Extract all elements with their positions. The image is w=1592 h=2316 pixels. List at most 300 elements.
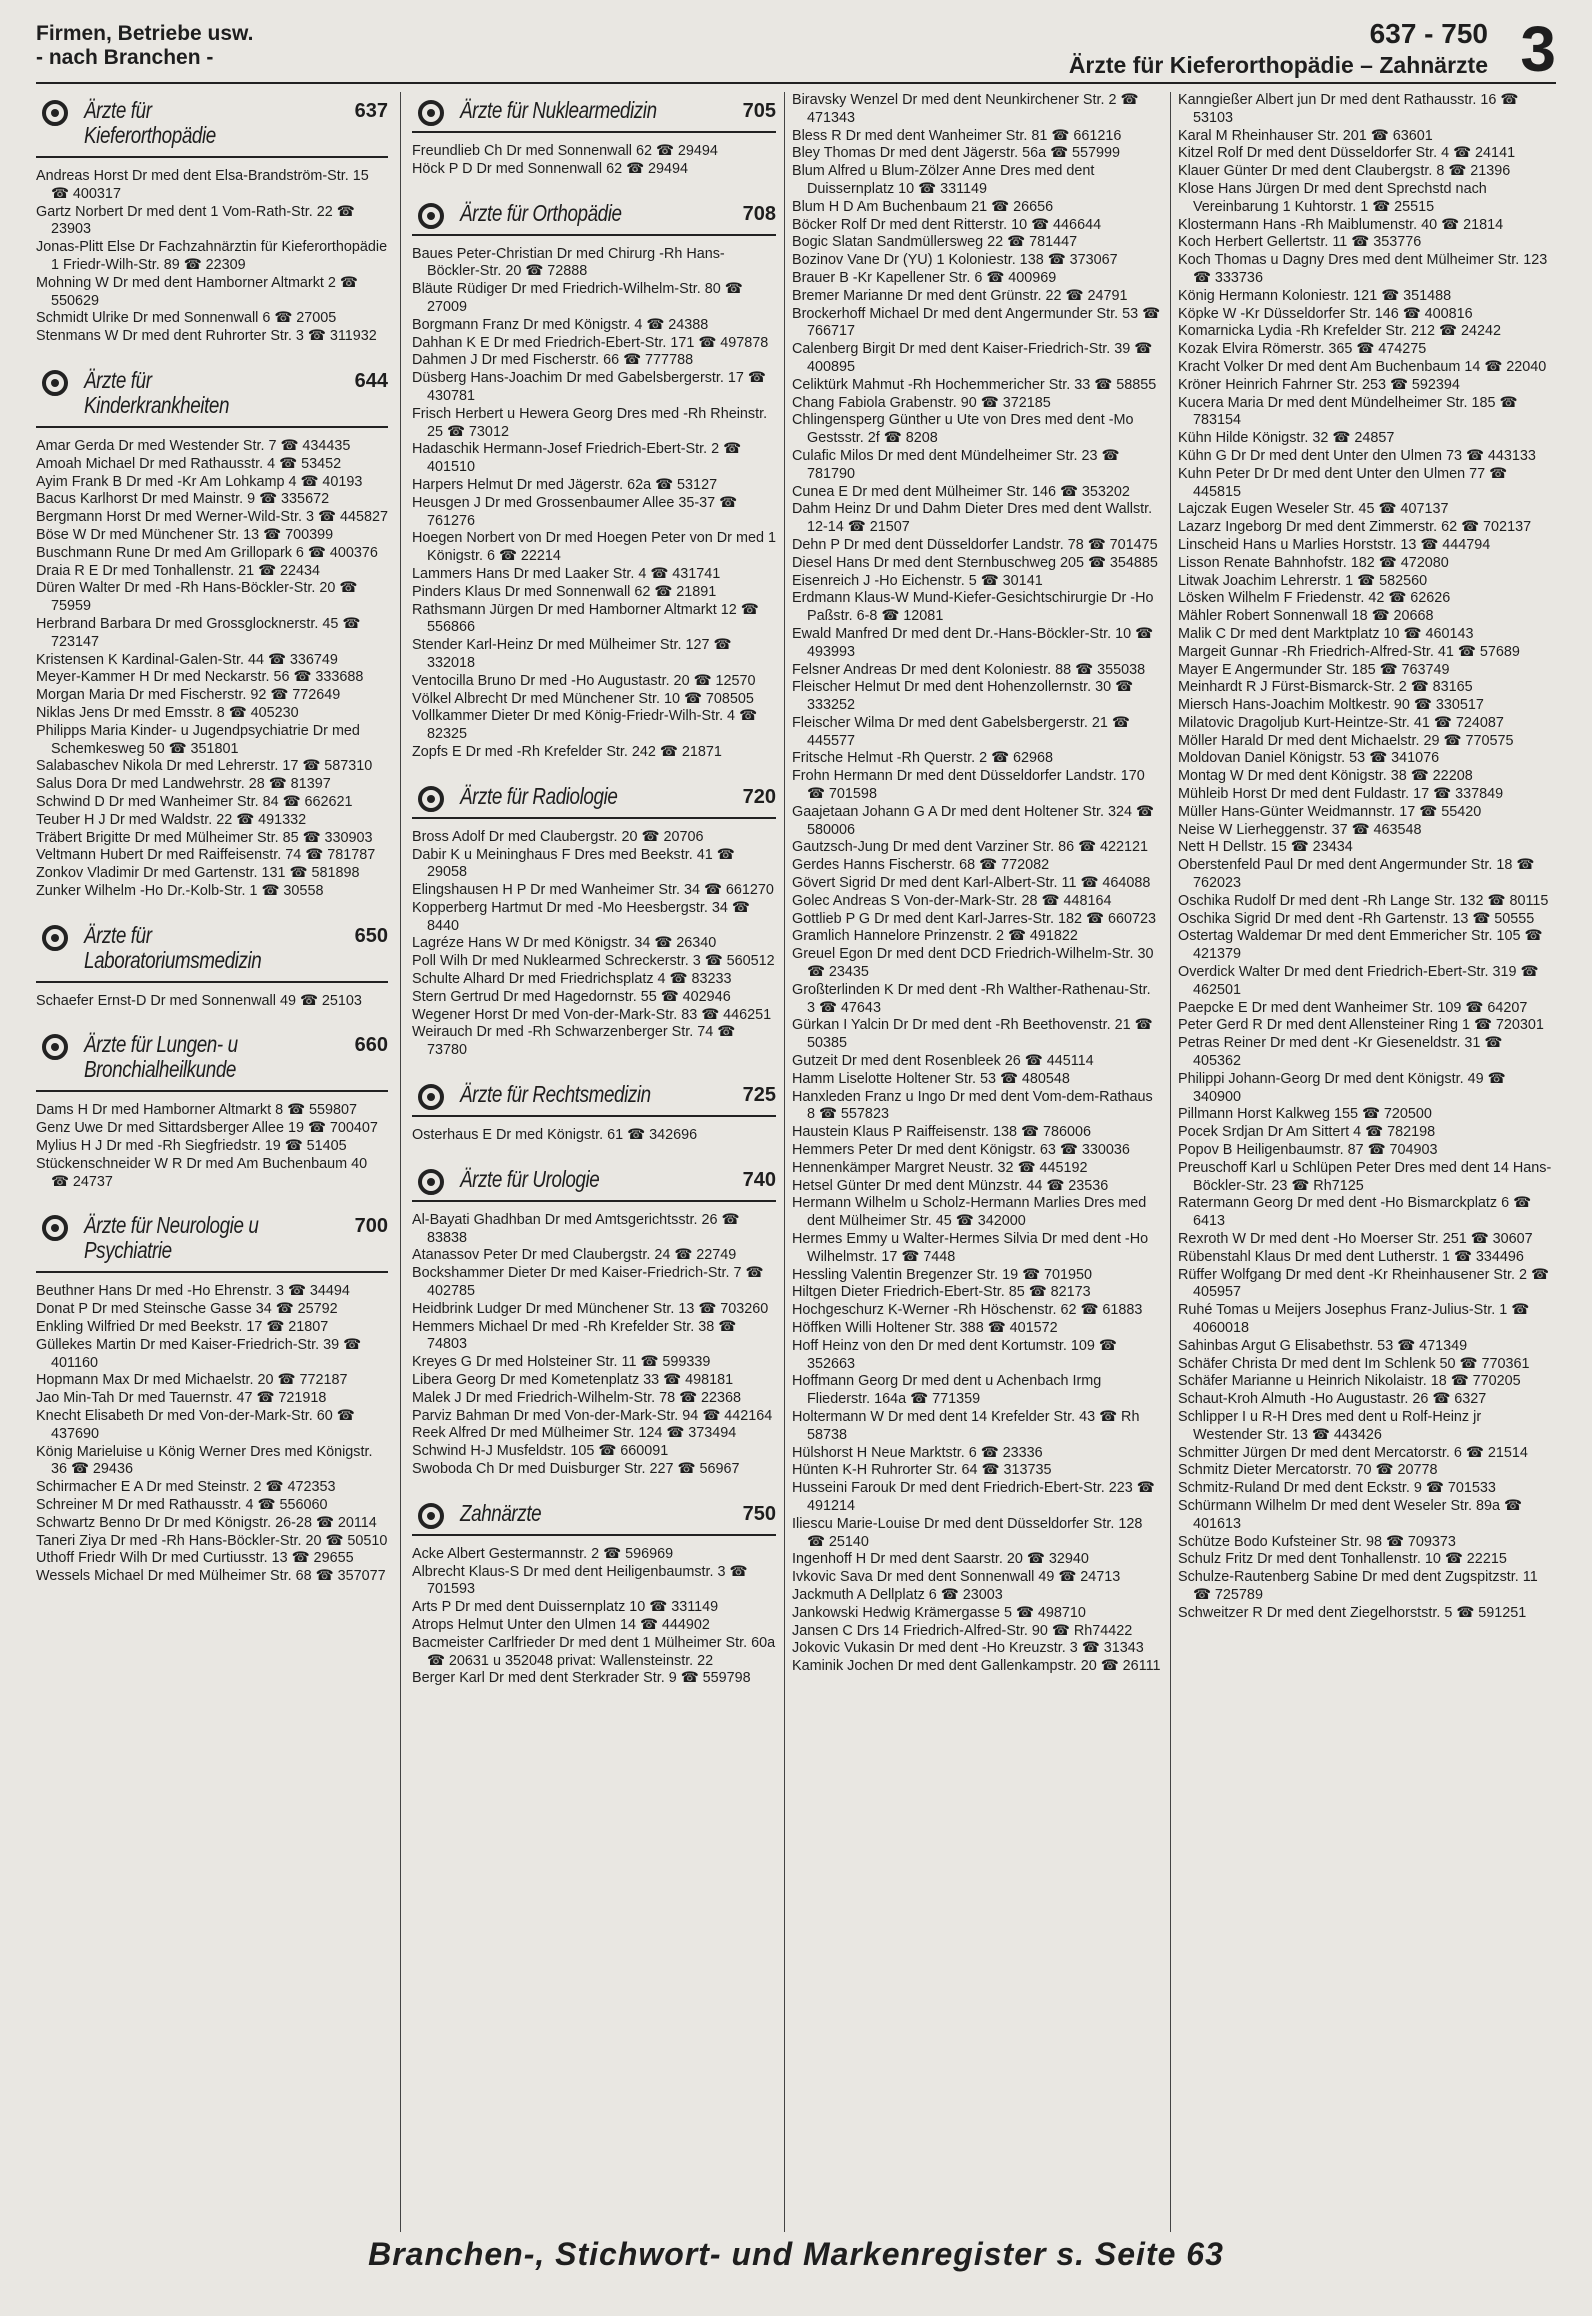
listing-entry: Hessling Valentin Bregenzer Str. 19 ☎ 701950 (792, 1266, 1093, 1283)
section-number: 708 (742, 202, 776, 225)
listing-entry: Hermann Wilhelm u Scholz-Hermann Marlies Dres med dent Mülheimer Str. 45 ☎ 342000 (792, 1195, 1147, 1230)
listing-entry: Bozinov Vane Dr (YU) 1 Koloniestr. 138 ☎ 373067 (792, 252, 1118, 269)
listing-entry: Biravsky Wenzel Dr med dent Neunkirchener Str. 2 ☎ 471343 (792, 92, 1139, 126)
listing-entry: Düsberg Hans-Joachim Dr med Gabelsbergerstr. 17 ☎ 430781 (412, 370, 766, 404)
listing-entry: Lazarz Ingeborg Dr med dent Zimmerstr. 62 ☎ 702137 (1178, 519, 1532, 536)
listing-entry: Sahinbas Argut G Elisabethstr. 53 ☎ 471349 (1178, 1337, 1468, 1354)
listing-entry: Düren Walter Dr med -Rh Hans-Böckler-Str. 20 ☎ 75959 (36, 580, 358, 615)
listing-entry: Kristensen K Kardinal-Galen-Str. 44 ☎ 336749 (36, 651, 338, 668)
listing-entry: Brauer B -Kr Kapellener Str. 6 ☎ 400969 (792, 269, 1057, 286)
listing-entry: Kühn Hilde Königstr. 32 ☎ 24857 (1178, 430, 1395, 447)
listing-entry: Jansen C Drs 14 Friedrich-Alfred-Str. 90 ☎ Rh74422 (792, 1622, 1133, 1639)
listing-entry: Hermes Emmy u Walter-Hermes Silvia Dr med dent -Ho Wilhelmstr. 17 ☎ 7448 (792, 1231, 1149, 1265)
section-heading (36, 92, 388, 158)
listing-entry: Schürmann Wilhelm Dr med dent Weseler Str. 89a ☎ 401613 (1178, 1497, 1522, 1532)
listing-entry: Hopmann Max Dr med Michaelstr. 20 ☎ 772187 (36, 1372, 348, 1389)
listing-entry: Culafic Milos Dr med dent Mündelheimer Str. 23 ☎ 781790 (792, 447, 1120, 482)
section-heading (412, 92, 776, 133)
listing-entry: Holtermann W Dr med dent 14 Krefelder Str. 43 ☎ Rh 58738 (792, 1408, 1140, 1443)
column-1 (36, 92, 388, 2232)
listing-entry: Freundlieb Ch Dr med Sonnenwall 62 ☎ 29494 (412, 143, 718, 159)
listing-entry: Draia R E Dr med Tonhallenstr. 21 ☎ 22434 (36, 562, 321, 579)
listing-entry: Taneri Ziya Dr med -Rh Hans-Böckler-Str. 20 ☎ 50510 (36, 1532, 388, 1549)
listing-entry: Knecht Elisabeth Dr med Von-der-Mark-Str. 60 ☎ 437690 (36, 1408, 355, 1442)
listing-entry: Atrops Helmut Unter den Ulmen 14 ☎ 444902 (412, 1617, 710, 1633)
listing-entry: Pinders Klaus Dr med Sonnenwall 62 ☎ 21891 (412, 583, 717, 600)
listing-entry: Bläute Rüdiger Dr med Friedrich-Wilhelm-Str. 80 ☎ 27009 (412, 281, 743, 315)
listing-entry: Kuhn Peter Dr Dr med dent Unter den Ulmen 77 ☎ 445815 (1178, 465, 1508, 500)
listing-entry: Schwind H-J Musfeldstr. 105 ☎ 660091 (412, 1443, 669, 1460)
listing-entry: Gartz Norbert Dr med dent 1 Vom-Rath-Str. 22 ☎ 23903 (36, 203, 355, 238)
listing-entry: Bless R Dr med dent Wanheimer Str. 81 ☎ 661216 (792, 127, 1122, 144)
section-heading (36, 362, 388, 428)
listing-entry: Stender Karl-Heinz Dr med Mülheimer Str. 127 ☎ 332018 (412, 637, 732, 671)
section-bullet-icon (418, 1169, 444, 1195)
section-heading (36, 1026, 388, 1092)
listing-entry: Dahm Heinz Dr und Dahm Dieter Dres med dent Wallstr. 12-14 ☎ 21507 (792, 501, 1153, 536)
listing-entry: Kühn G Dr Dr med dent Unter den Ulmen 73 ☎ 443133 (1178, 447, 1536, 464)
listing-entry: Baues Peter-Christian Dr med Chirurg -Rh Hans-Böckler-Str. 20 ☎ 72888 (412, 245, 725, 280)
listing-entry: Hemmers Peter Dr med dent Königstr. 63 ☎ 330036 (792, 1142, 1130, 1159)
listing-entry: Blum H D Am Buchenbaum 21 ☎ 26656 (792, 198, 1054, 215)
section-number: 720 (742, 785, 776, 808)
listing-entry: Gaajetaan Johann G A Dr med dent Holtener Str. 324 ☎ 580006 (792, 803, 1154, 838)
listing-entry: Genz Uwe Dr med Sittardsberger Allee 19 ☎ 700407 (36, 1120, 378, 1137)
listing-entry: Mylius H J Dr med -Rh Siegfriedstr. 19 ☎ 51405 (36, 1138, 347, 1155)
column-3 (792, 92, 1162, 2232)
listing-entry: Popov B Heiligenbaumstr. 87 ☎ 704903 (1178, 1142, 1438, 1159)
listing-entry: Atanassov Peter Dr med Claubergstr. 24 ☎ 22749 (412, 1247, 737, 1264)
listing-entry: Oschika Rudolf Dr med dent -Rh Lange Str. 132 ☎ 80115 (1178, 892, 1549, 909)
listing-entry: Hamm Liselotte Holtener Str. 53 ☎ 480548 (792, 1070, 1070, 1087)
listing-entry: Lisson Renate Bahnhofstr. 182 ☎ 472080 (1178, 554, 1449, 571)
directory-section (36, 917, 388, 1011)
section-heading (36, 917, 388, 983)
listing-entry: Möller Harald Dr med dent Michaelstr. 29 ☎ 770575 (1178, 732, 1514, 749)
section-bullet-icon (42, 1215, 68, 1241)
listing-entry: Kitzel Rolf Dr med dent Düsseldorfer Str. 4 ☎ 24141 (1178, 145, 1516, 162)
listing-entry: Libera Georg Dr med Kometenplatz 33 ☎ 498181 (412, 1372, 734, 1389)
section-number: 750 (742, 1502, 776, 1525)
listing-entry: Haustein Klaus P Raiffeisenstr. 138 ☎ 786006 (792, 1124, 1091, 1141)
section-heading (412, 1495, 776, 1536)
listing-entry: Paepcke E Dr med dent Wanheimer Str. 109 ☎ 64207 (1178, 999, 1528, 1016)
listing-entry: Hoegen Norbert von Dr med Hoegen Peter von Dr med 1 Königstr. 6 ☎ 22214 (412, 530, 776, 565)
directory-section (412, 195, 776, 762)
listing-entry: Schlipper I u R-H Dres med dent u Rolf-Heinz jr Westender Str. 13 ☎ 443426 (1178, 1408, 1482, 1443)
listing-entry: Kröner Heinrich Fahrner Str. 253 ☎ 592394 (1178, 376, 1460, 393)
listing-entry: Gövert Sigrid Dr med dent Karl-Albert-Str. 11 ☎ 464088 (792, 875, 1151, 892)
listing-entry: Dahmen J Dr med Fischerstr. 66 ☎ 777788 (412, 352, 694, 369)
volume-number: 3 (1520, 13, 1556, 85)
header-range: 637 - 750 (1369, 18, 1488, 49)
listing-entry: Wessels Michael Dr med Mülheimer Str. 68 ☎ 357077 (36, 1568, 386, 1585)
listing-entry: Philipps Maria Kinder- u Jugendpsychiatrie Dr med Schemkesweg 50 ☎ 351801 (36, 722, 360, 757)
listing-entry: Rathsmann Jürgen Dr med Hamborner Altmarkt 12 ☎ 556866 (412, 601, 759, 636)
listing-entry: Parviz Bahman Dr med Von-der-Mark-Str. 94 ☎ 442164 (412, 1407, 773, 1424)
listing-entry: Jackmuth A Dellplatz 6 ☎ 23003 (792, 1586, 1003, 1603)
section-heading (36, 1207, 388, 1273)
listing-entry: Bacus Karlhorst Dr med Mainstr. 9 ☎ 335672 (36, 491, 330, 508)
listing-entry: Zopfs E Dr med -Rh Krefelder Str. 242 ☎ 21871 (412, 743, 722, 760)
listing-entry: Bergmann Horst Dr med Werner-Wild-Str. 3 ☎ 445827 (36, 509, 388, 526)
listing-entry: Völkel Albrecht Dr med Münchener Str. 10 ☎ 708505 (412, 690, 754, 707)
listing-entry: Klose Hans Jürgen Dr med dent Sprechstd nach Vereinbarung 1 Kuhtorstr. 1 ☎ 25515 (1178, 180, 1487, 215)
listing-entry: Wegener Horst Dr med Von-der-Mark-Str. 83 ☎ 446251 (412, 1006, 772, 1023)
listing-entry: Herbrand Barbara Dr med Grossglocknerstr. 45 ☎ 723147 (36, 615, 361, 650)
listing-entry: Köpke W -Kr Düsseldorfer Str. 146 ☎ 400816 (1178, 305, 1473, 322)
section-title: Ärzte für Laboratoriumsmedizin (84, 921, 262, 973)
listing-entry: Hanxleden Franz u Ingo Dr med dent Vom-dem-Rathaus 8 ☎ 557823 (792, 1088, 1153, 1123)
section-bullet-icon (42, 1034, 68, 1060)
section-title: Ärzte für Rechtsmedizin (460, 1081, 651, 1108)
listing-entry: Kopperberg Hartmut Dr med -Mo Heesbergstr. 34 ☎ 8440 (412, 899, 750, 934)
listing-entry: Acke Albert Gestermannstr. 2 ☎ 596969 (412, 1545, 674, 1562)
listing-entry: Schmitter Jürgen Dr med dent Mercatorstr. 6 ☎ 21514 (1178, 1444, 1528, 1461)
listing-entry: Oberstenfeld Paul Dr med dent Angermunder Str. 18 ☎ 762023 (1178, 857, 1535, 892)
listing-entry: Bley Thomas Dr med dent Jägerstr. 56a ☎ 557999 (792, 145, 1121, 162)
listing-entry: Preuschoff Karl u Schlüpen Peter Dres med dent 14 Hans-Böckler-Str. 23 ☎ Rh7125 (1178, 1159, 1552, 1194)
listing-entry: Chang Fabiola Grabenstr. 90 ☎ 372185 (792, 394, 1051, 411)
listing-entry: Ruhé Tomas u Meijers Josephus Franz-Julius-Str. 1 ☎ 4060018 (1178, 1302, 1530, 1336)
listing-entry: Böse W Dr med Münchener Str. 13 ☎ 700399 (36, 526, 334, 543)
listing-entry: Kreyes G Dr med Holsteiner Str. 11 ☎ 599339 (412, 1354, 711, 1371)
listing-entry: Felsner Andreas Dr med dent Koloniestr. 88 ☎ 355038 (792, 661, 1146, 678)
listing-entry: Malik C Dr med dent Marktplatz 10 ☎ 460143 (1178, 625, 1474, 642)
directory-section (412, 1495, 776, 1688)
listing-entry: Dahhan K E Dr med Friedrich-Ebert-Str. 171 ☎ 497878 (412, 334, 769, 351)
section-title: Ärzte für Neurologie u Psychiatrie (84, 1212, 259, 1264)
listing-entry: Gerdes Hanns Fischerstr. 68 ☎ 772082 (792, 857, 1050, 874)
directory-section (36, 92, 388, 346)
section-bullet-icon (42, 370, 68, 396)
listing-entry: Diesel Hans Dr med dent Sternbuschweg 205 ☎ 354885 (792, 554, 1158, 571)
listing-entry: Rübenstahl Klaus Dr med dent Lutherstr. 1 ☎ 334496 (1178, 1248, 1524, 1265)
listing-entry: Mayer E Angermunder Str. 185 ☎ 763749 (1178, 661, 1450, 678)
listing-entry: Margeit Gunnar -Rh Friedrich-Alfred-Str. 41 ☎ 57689 (1178, 643, 1520, 660)
section-bullet-icon (42, 100, 68, 126)
listing-entry: Fleischer Wilma Dr med dent Gabelsbergerstr. 21 ☎ 445577 (792, 714, 1130, 749)
listing-entry: Al-Bayati Ghadhban Dr med Amtsgerichtsstr. 26 ☎ 83838 (412, 1211, 740, 1246)
listing-entry: Neise W Lierheggenstr. 37 ☎ 463548 (1178, 821, 1422, 838)
listing-entry: Salabaschev Nikola Dr med Lehrerstr. 17 ☎ 587310 (36, 758, 373, 775)
listing-entry: Eisenreich J -Ho Eichenstr. 5 ☎ 30141 (792, 572, 1043, 589)
listing-entry: Albrecht Klaus-S Dr med dent Heiligenbaumstr. 3 ☎ 701593 (412, 1563, 748, 1598)
section-title: Ärzte für Nuklearmedizin (460, 97, 657, 123)
listing-entry: Beuthner Hans Dr med -Ho Ehrenstr. 3 ☎ 34494 (36, 1283, 350, 1300)
listing-entry: Schulz Fritz Dr med dent Tonhallenstr. 10 ☎ 22215 (1178, 1551, 1507, 1568)
listing-entry: Bremer Marianne Dr med dent Grünstr. 22 ☎ 24791 (792, 287, 1128, 304)
listing-entry: Müller Hans-Günter Weidmannstr. 17 ☎ 55420 (1178, 803, 1482, 820)
listing-entry: Morgan Maria Dr med Fischerstr. 92 ☎ 772649 (36, 687, 341, 704)
section-number: 700 (354, 1215, 388, 1238)
section-bullet-icon (418, 786, 444, 812)
listing-entry: Mähler Robert Sonnenwall 18 ☎ 20668 (1178, 608, 1434, 625)
section-number: 725 (742, 1084, 776, 1107)
listing-entry: Lösken Wilhelm F Friedenstr. 42 ☎ 62626 (1178, 590, 1451, 607)
column-2 (412, 92, 776, 2232)
listing-entry: Rexroth W Dr med dent -Ho Moerser Str. 251 ☎ 30607 (1178, 1231, 1533, 1247)
listing-entry: Schulte Alhard Dr med Friedrichsplatz 4 ☎ 83233 (412, 971, 732, 988)
listing-entry: Schaut-Kroh Almuth -Ho Augustastr. 26 ☎ 6327 (1178, 1391, 1487, 1408)
listing-entry: Schreiner M Dr med Rathausstr. 4 ☎ 556060 (36, 1497, 328, 1514)
listing-entry: Nett H Dellstr. 15 ☎ 23434 (1178, 839, 1353, 856)
listing-entry: Swoboda Ch Dr med Duisburger Str. 227 ☎ 56967 (412, 1461, 740, 1478)
listing-entry: Kucera Maria Dr med dent Mündelheimer Str. 185 ☎ 783154 (1178, 394, 1518, 429)
listing-entry: Veltmann Hubert Dr med Raiffeisenstr. 74 ☎ 781787 (36, 847, 376, 864)
listing-entry: Amoah Michael Dr med Rathausstr. 4 ☎ 53452 (36, 455, 342, 472)
listing-entry: Pillmann Horst Kalkweg 155 ☎ 720500 (1178, 1106, 1432, 1123)
listing-entry: Golec Andreas S Von-der-Mark-Str. 28 ☎ 448164 (792, 892, 1112, 909)
listing-entry: Dabir K u Meininghaus F Dres med Beekstr. 41 ☎ 29058 (412, 846, 735, 881)
listing-entry: Klauer Günter Dr med dent Claubergstr. 8 ☎ 21396 (1178, 163, 1511, 180)
listing-entry: Uthoff Friedr Wilh Dr med Curtiusstr. 13 ☎ 29655 (36, 1550, 354, 1567)
listing-entry: Schmitz Dieter Mercatorstr. 70 ☎ 20778 (1178, 1462, 1438, 1479)
listing-entry: Linscheid Hans u Marlies Horststr. 13 ☎ 444794 (1178, 536, 1491, 553)
listing-entry: Träbert Brigitte Dr med Mülheimer Str. 85 ☎ 330903 (36, 829, 373, 846)
listing-entry: Schmidt Ulrike Dr med Sonnenwall 6 ☎ 27005 (36, 310, 337, 327)
listing-entry: Buschmann Rune Dr med Am Grillopark 6 ☎ 400376 (36, 544, 378, 561)
listing-entry: Frohn Hermann Dr med dent Düsseldorfer Landstr. 170 ☎ 701598 (792, 768, 1145, 803)
section-heading (412, 195, 776, 236)
listing-entry: Bross Adolf Dr med Claubergstr. 20 ☎ 20706 (412, 828, 704, 845)
section-bullet-icon (418, 1084, 444, 1110)
listing-entry: Bacmeister Carlfrieder Dr med dent 1 Mülheimer Str. 60a ☎ 20631 u 352048 privat: Wallensteinstr. 22 (412, 1634, 776, 1669)
listing-entry: Stenmans W Dr med dent Ruhrorter Str. 3 ☎ 311932 (36, 328, 377, 345)
listing-entry: Höffken Willi Holtener Str. 388 ☎ 401572 (792, 1319, 1058, 1336)
listing-entry: Osterhaus E Dr med Königstr. 61 ☎ 342696 (412, 1127, 698, 1144)
listing-entry: Kanngießer Albert jun Dr med dent Rathausstr. 16 ☎ 53103 (1178, 92, 1519, 126)
section-title: Zahnärzte (460, 1499, 542, 1526)
listing-entry: Fritsche Helmut -Rh Querstr. 2 ☎ 62968 (792, 750, 1054, 767)
listing-entry: Frisch Herbert u Hewera Georg Dres med -Rh Rheinstr. 25 ☎ 73012 (412, 405, 768, 440)
listing-entry: Jonas-Plitt Else Dr Fachzahnärztin für Kieferorthopädie 1 Friedr-Wilh-Str. 89 ☎ 22309 (36, 239, 388, 273)
listing-entry: Dams H Dr med Hamborner Altmarkt 8 ☎ 559807 (36, 1102, 358, 1119)
listing-entry: Overdick Walter Dr med dent Friedrich-Ebert-Str. 319 ☎ 462501 (1178, 964, 1539, 998)
section-title: Ärzte für Urologie (460, 1165, 600, 1192)
listing-entry: Klostermann Hans -Rh Maiblumenstr. 40 ☎ 21814 (1178, 216, 1504, 233)
listing-entry: Ewald Manfred Dr med dent Dr.-Hans-Böckler-Str. 10 ☎ 493993 (792, 625, 1154, 660)
listing-entry: Gottlieb P G Dr med dent Karl-Jarres-Str. 182 ☎ 660723 (792, 910, 1157, 927)
listing-entry: Heidbrink Ludger Dr med Münchener Str. 13 ☎ 703260 (412, 1300, 769, 1317)
listing-entry: Jao Min-Tah Dr med Tauernstr. 47 ☎ 721918 (36, 1390, 327, 1407)
listing-entry: Stückenschneider W R Dr med Am Buchenbaum 40 ☎ 24737 (36, 1155, 368, 1190)
section-title: Ärzte für Kieferorthopädie (84, 97, 216, 148)
listing-entry: König Marieluise u König Werner Dres med Königstr. 36 ☎ 29436 (36, 1443, 373, 1478)
listing-entry: Rüffer Wolfgang Dr med dent -Kr Rheinhausener Str. 2 ☎ 405957 (1178, 1266, 1549, 1301)
listing-entry: Mühleib Horst Dr med dent Fuldastr. 17 ☎ 337849 (1178, 786, 1504, 803)
section-title: Ärzte für Orthopädie (460, 199, 622, 226)
page-header (36, 13, 1556, 85)
listing-entry: Chlingensperg Günther u Ute von Dres med dent -Mo Gestsstr. 2f ☎ 8208 (792, 412, 1134, 447)
listing-entry: Komarnicka Lydia -Rh Krefelder Str. 212 ☎ 24242 (1178, 323, 1501, 340)
listing-entry: Malek J Dr med Friedrich-Wilhelm-Str. 78 ☎ 22368 (412, 1389, 742, 1406)
listing-entry: Hochgeschurz K-Werner -Rh Höschenstr. 62 ☎ 61883 (792, 1302, 1143, 1319)
listing-entry: Koch Herbert Gellertstr. 11 ☎ 353776 (1178, 234, 1422, 251)
section-bullet-icon (418, 203, 444, 229)
listing-entry: Böcker Rolf Dr med dent Ritterstr. 10 ☎ 446644 (792, 216, 1102, 233)
listing-entry: Hoff Heinz von den Dr med dent Kortumstr. 109 ☎ 352663 (792, 1337, 1117, 1372)
listing-entry: Hoffmann Georg Dr med dent u Achenbach Irmg Fliederstr. 164a ☎ 771359 (792, 1373, 1102, 1408)
listing-entry: Großterlinden K Dr med dent -Rh Walther-Rathenau-Str. 3 ☎ 47643 (792, 981, 1151, 1016)
listing-entry: Schulze-Rautenberg Sabine Dr med dent Zugspitzstr. 11 ☎ 725789 (1178, 1569, 1538, 1603)
listing-entry: Meyer-Kammer H Dr med Neckarstr. 56 ☎ 333688 (36, 669, 364, 686)
listing-entry: Montag W Dr med dent Königstr. 38 ☎ 22208 (1178, 768, 1473, 785)
listing-entry: Dehn P Dr med dent Düsseldorfer Landstr. 78 ☎ 701475 (792, 536, 1158, 553)
listing-entry: Peter Gerd R Dr med dent Allensteiner Ring 1 ☎ 720301 (1178, 1017, 1544, 1034)
header-category: Firmen, Betriebe usw. - nach Branchen - (36, 22, 254, 69)
listing-entry: Ayim Frank B Dr med -Kr Am Lohkamp 4 ☎ 40193 (36, 473, 363, 490)
listing-entry: Erdmann Klaus-W Mund-Kiefer-Gesichtschirurgie Dr -Ho Paßstr. 6-8 ☎ 12081 (792, 590, 1154, 625)
listing-entry: Berger Karl Dr med dent Sterkrader Str. 9 ☎ 559798 (412, 1670, 751, 1687)
listing-entry: Oschika Sigrid Dr med dent -Rh Gartenstr. 13 ☎ 50555 (1178, 910, 1535, 927)
listing-entry: Celiktürk Mahmut -Rh Hochemmericher Str. 33 ☎ 58855 (792, 376, 1157, 393)
listing-entry: Heusgen J Dr med Grossenbaumer Allee 35-37 ☎ 761276 (412, 494, 738, 529)
section-bullet-icon (418, 100, 444, 126)
listing-entry: Schmitz-Ruland Dr med dent Eckstr. 9 ☎ 701533 (1178, 1480, 1496, 1497)
listing-entry: Lajczak Eugen Weseler Str. 45 ☎ 407137 (1178, 501, 1449, 518)
listing-entry: Kozak Elvira Römerstr. 365 ☎ 474275 (1178, 341, 1427, 358)
listing-entry: Calenberg Birgit Dr med dent Kaiser-Friedrich-Str. 39 ☎ 400895 (792, 341, 1153, 375)
listing-entry: Karal M Rheinhauser Str. 201 ☎ 63601 (1178, 127, 1433, 144)
listing-entry: Bogic Slatan Sandmüllersweg 22 ☎ 781447 (792, 234, 1078, 251)
listing-entry: Zunker Wilhelm -Ho Dr.-Kolb-Str. 1 ☎ 30558 (36, 882, 324, 899)
listing-entry: Zonkov Vladimir Dr med Gartenstr. 131 ☎ 581898 (36, 865, 360, 882)
footer-note: Branchen-, Stichwort- und Markenregister s. Seite 63 (368, 2236, 1224, 2272)
listing-entry: Schäfer Christa Dr med dent Im Schlenk 50 ☎ 770361 (1178, 1355, 1530, 1372)
listing-entry: Lammers Hans Dr med Laaker Str. 4 ☎ 431741 (412, 565, 721, 582)
listing-entry: Gautzsch-Jung Dr med dent Varziner Str. 86 ☎ 422121 (792, 839, 1149, 856)
listing-entry: Hünten K-H Ruhrorter Str. 64 ☎ 313735 (792, 1462, 1052, 1479)
listing-entry: Niklas Jens Dr med Emsstr. 8 ☎ 405230 (36, 704, 299, 721)
listing-entry: Gutzeit Dr med dent Rosenbleek 26 ☎ 445114 (792, 1053, 1094, 1070)
listing-entry: Reek Alfred Dr med Mülheimer Str. 124 ☎ 373494 (412, 1425, 737, 1442)
directory-section (792, 92, 1162, 1676)
column-4 (1178, 92, 1552, 2232)
listing-entry: Schwind D Dr med Wanheimer Str. 84 ☎ 662621 (36, 793, 353, 810)
column-divider (784, 92, 785, 2232)
listing-entry: Hemmers Michael Dr med -Rh Krefelder Str. 38 ☎ 74803 (412, 1318, 737, 1353)
listing-entry: König Hermann Koloniestr. 121 ☎ 351488 (1178, 287, 1452, 304)
listing-entry: Güllekes Martin Dr med Kaiser-Friedrich-Str. 39 ☎ 401160 (36, 1336, 362, 1371)
column-divider (400, 92, 401, 2232)
directory-section (412, 778, 776, 1060)
listing-entry: Hetsel Günter Dr med dent Münzstr. 44 ☎ 23536 (792, 1177, 1109, 1194)
listing-entry: Schirmacher E A Dr med Steinstr. 2 ☎ 472353 (36, 1479, 336, 1496)
listing-entry: Pocek Srdjan Dr Am Sittert 4 ☎ 782198 (1178, 1124, 1436, 1141)
listing-entry: Schäfer Marianne u Heinrich Nikolaistr. 18 ☎ 770205 (1178, 1373, 1521, 1390)
directory-section (36, 362, 388, 901)
directory-section (36, 1207, 388, 1586)
listing-entry: Hiltgen Dieter Friedrich-Ebert-Str. 85 ☎ 82173 (792, 1284, 1091, 1301)
listing-entry: Jankowski Hedwig Krämergasse 5 ☎ 498710 (792, 1604, 1086, 1621)
listing-entry: Fleischer Helmut Dr med dent Hohenzollernstr. 30 ☎ 333252 (792, 679, 1134, 714)
listing-entry: Elingshausen H P Dr med Wanheimer Str. 34 ☎ 661270 (412, 882, 774, 899)
listing-entry: Harpers Helmut Dr med Jägerstr. 62a ☎ 53127 (412, 476, 718, 493)
listing-entry: Kracht Volker Dr med dent Am Buchenbaum 14 ☎ 22040 (1178, 358, 1547, 375)
header-title: Ärzte für Kieferorthopädie – Zahnärzte (1068, 52, 1488, 78)
listing-entry: Arts P Dr med dent Duissernplatz 10 ☎ 331149 (412, 1599, 719, 1616)
section-number: 740 (742, 1168, 776, 1191)
section-number: 650 (354, 924, 388, 947)
section-heading (412, 778, 776, 819)
listing-entry: Milatovic Dragoljub Kurt-Heintze-Str. 41 ☎ 724087 (1178, 714, 1504, 731)
section-title: Ärzte für Lungen- u Bronchialheilkunde (84, 1031, 238, 1083)
listing-entry: Enkling Wilfried Dr med Beekstr. 17 ☎ 21807 (36, 1319, 329, 1336)
directory-section (412, 1161, 776, 1479)
listing-entry: Vollkammer Dieter Dr med König-Friedr-Wilh-Str. 4 ☎ 82325 (412, 708, 757, 743)
listing-entry: Teuber H J Dr med Waldstr. 22 ☎ 491332 (36, 811, 307, 828)
listing-entry: Husseini Farouk Dr med dent Friedrich-Ebert-Str. 223 ☎ 491214 (792, 1480, 1155, 1514)
listing-entry: Blum Alfred u Blum-Zölzer Anne Dres med dent Duissernplatz 10 ☎ 331149 (792, 163, 1095, 197)
listing-entry: Borgmann Franz Dr med Königstr. 4 ☎ 24388 (412, 316, 709, 333)
listing-entry: Ingenhoff H Dr med dent Saarstr. 20 ☎ 32940 (792, 1551, 1089, 1568)
section-title: Ärzte für Kinderkrankheiten (84, 366, 230, 418)
listing-entry: Schütze Bodo Kufsteiner Str. 98 ☎ 709373 (1178, 1533, 1456, 1550)
listing-entry: Hülshorst H Neue Marktstr. 6 ☎ 23336 (792, 1444, 1043, 1461)
section-number: 660 (354, 1034, 388, 1057)
section-number: 637 (354, 100, 388, 122)
listing-entry: Petras Reiner Dr med dent -Kr Gieseneldstr. 31 ☎ 405362 (1178, 1035, 1503, 1070)
listing-entry: Ostertag Waldemar Dr med dent Emmericher Str. 105 ☎ 421379 (1178, 928, 1543, 963)
section-title: Ärzte für Radiologie (460, 782, 618, 809)
listing-entry: Lagréze Hans W Dr med Königstr. 34 ☎ 26340 (412, 935, 717, 952)
directory-section (36, 1026, 388, 1191)
listing-entry: Schwartz Benno Dr Dr med Königstr. 26-28 ☎ 20114 (36, 1514, 377, 1531)
listing-entry: Koch Thomas u Dagny Dres med dent Mülheimer Str. 123 ☎ 333736 (1178, 252, 1548, 286)
listing-entry: Iliescu Marie-Louise Dr med dent Düsseldorfer Str. 128 ☎ 25140 (792, 1515, 1143, 1550)
listing-entry: Brockerhoff Michael Dr med dent Angermunder Str. 53 ☎ 766717 (792, 305, 1161, 340)
listing-entry: Ventocilla Bruno Dr med -Ho Augustastr. 20 ☎ 12570 (412, 672, 756, 689)
listing-entry: Moldovan Daniel Königstr. 53 ☎ 341076 (1178, 750, 1440, 767)
listing-entry: Mohning W Dr med dent Hamborner Altmarkt 2 ☎ 550629 (36, 274, 358, 309)
listing-entry: Ratermann Georg Dr med dent -Ho Bismarckplatz 6 ☎ 6413 (1178, 1195, 1532, 1230)
listing-entry: Ivkovic Sava Dr med dent Sonnenwall 49 ☎ 24713 (792, 1569, 1121, 1586)
section-heading (412, 1076, 776, 1117)
listing-entry: Stern Gertrud Dr med Hagedornstr. 55 ☎ 402946 (412, 988, 731, 1005)
listing-entry: Kaminik Jochen Dr med dent Gallenkampstr. 20 ☎ 26111 (792, 1658, 1161, 1675)
directory-section (412, 92, 776, 179)
listing-entry: Miersch Hans-Joachim Moltkestr. 90 ☎ 330517 (1178, 697, 1484, 714)
listing-entry: Andreas Horst Dr med dent Elsa-Brandström-Str. 15 ☎ 400317 (36, 168, 369, 202)
section-heading (412, 1161, 776, 1202)
section-bullet-icon (42, 925, 68, 951)
listing-entry: Hennenkämper Margret Neustr. 32 ☎ 445192 (792, 1159, 1088, 1176)
listing-entry: Höck P D Dr med Sonnenwall 62 ☎ 29494 (412, 160, 689, 177)
directory-section (412, 1076, 776, 1145)
listing-entry: Jokovic Vukasin Dr med dent -Ho Kreuzstr. 3 ☎ 31343 (792, 1640, 1144, 1657)
listing-entry: Greuel Egon Dr med dent DCD Friedrich-Wilhelm-Str. 30 ☎ 23435 (792, 946, 1154, 981)
listing-entry: Weirauch Dr med -Rh Schwarzenberger Str. 74 ☎ 73780 (412, 1024, 736, 1059)
column-divider (1170, 92, 1171, 2232)
listing-entry: Donat P Dr med Steinsche Gasse 34 ☎ 25792 (36, 1301, 338, 1318)
listing-entry: Gürkan I Yalcin Dr Dr med dent -Rh Beethovenstr. 21 ☎ 50385 (792, 1017, 1153, 1052)
listing-entry: Salus Dora Dr med Landwehrstr. 28 ☎ 81397 (36, 776, 331, 793)
listing-entry: Gramlich Hannelore Prinzenstr. 2 ☎ 491822 (792, 928, 1078, 945)
section-number: 705 (742, 100, 776, 122)
listing-entry: Philippi Johann-Georg Dr med dent Königstr. 49 ☎ 340900 (1178, 1070, 1506, 1105)
listing-entry: Cunea E Dr med dent Mülheimer Str. 146 ☎ 353202 (792, 483, 1130, 500)
listing-entry: Schaefer Ernst-D Dr med Sonnenwall 49 ☎ 25103 (36, 992, 362, 1009)
listing-entry: Bockshammer Dieter Dr med Kaiser-Friedrich-Str. 7 ☎ 402785 (412, 1265, 764, 1300)
section-number: 644 (354, 369, 388, 392)
listing-entry: Schweitzer R Dr med dent Ziegelhorststr. 5 ☎ 591251 (1178, 1604, 1527, 1621)
listing-entry: Meinhardt R J Fürst-Bismarck-Str. 2 ☎ 83165 (1178, 679, 1473, 696)
directory-section (1178, 92, 1552, 1623)
listing-entry: Hadaschik Hermann-Josef Friedrich-Ebert-Str. 2 ☎ 401510 (412, 441, 742, 476)
listing-entry: Poll Wilh Dr med Nuklearmed Schreckerstr. 3 ☎ 560512 (412, 953, 775, 970)
section-bullet-icon (418, 1503, 444, 1529)
